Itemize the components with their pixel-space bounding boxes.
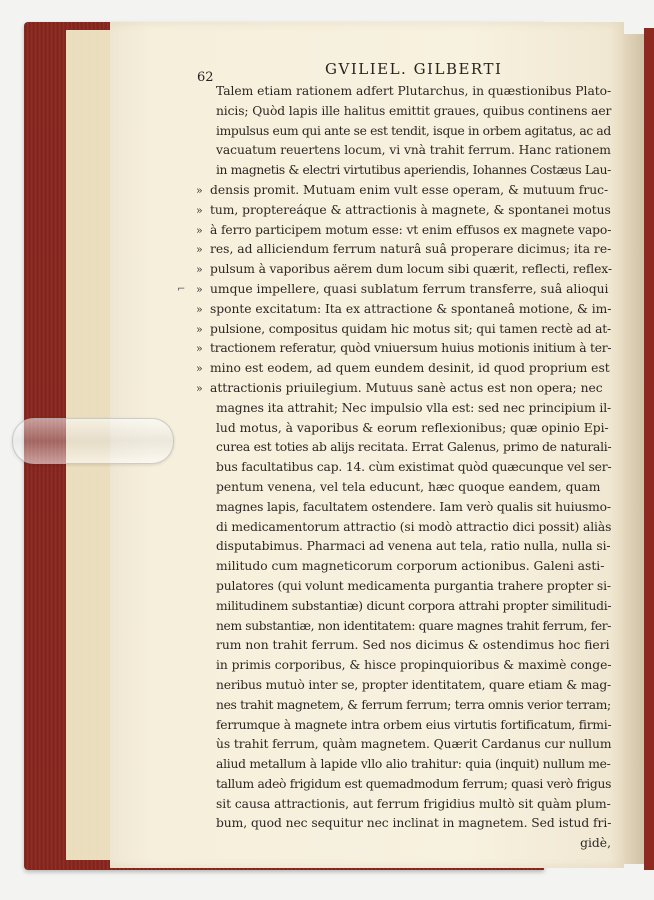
line-text: ùs trahit ferrum, quàm magnetem. Quærit Cardanus cur nullum	[216, 737, 612, 752]
text-line	[216, 161, 611, 181]
text-line	[216, 775, 611, 795]
text-line	[216, 557, 611, 577]
line-text: disputabimus. Pharmaci ad venena aut tela, ratio nulla, nulla si-	[216, 539, 611, 554]
quotation-mark: »	[196, 381, 203, 395]
text-line	[196, 260, 611, 280]
text-line	[216, 676, 611, 696]
line-text: militudinem substantiæ) dicunt corpora attrahi propter similitudi-	[216, 598, 612, 613]
line-text: tallum adeò frigidum est quemadmodum ferrum; quasi verò frigus	[216, 776, 612, 791]
quotation-mark: »	[196, 183, 203, 197]
line-text: sit causa attractionis, aut ferrum frigidius multò sit quàm plum-	[216, 796, 611, 811]
text-line	[216, 696, 611, 716]
text-line	[216, 399, 611, 419]
text-line	[216, 518, 611, 538]
text-line	[196, 320, 611, 340]
text-line	[216, 419, 611, 439]
text-line	[216, 656, 611, 676]
text-line	[216, 458, 611, 478]
line-text: bus facultatibus cap. 14. cùm existimat quòd quæcunque vel ser-	[216, 460, 612, 475]
line-text: curea est toties ab alijs recitata. Errat Galenus, primo de naturali-	[216, 440, 612, 455]
text-line	[196, 240, 611, 260]
text-line	[216, 102, 611, 122]
running-head: GVILIEL. GILBERTI	[325, 60, 503, 78]
text-line	[216, 636, 611, 656]
text-line	[216, 617, 611, 637]
line-text: vacuatum reuertens locum, vi vnà trahit ferrum. Hanc rationem	[216, 143, 611, 158]
line-text: pulsione, compositus quidam hic motus sit; qui tamen rectè ad at-	[210, 321, 612, 336]
line-text: di medicamentorum attractio (si modò attractio dici possit) aliàs	[216, 519, 612, 534]
line-text: sponte excitatum: Ita ex attractione & spontaneâ motione, & im-	[210, 301, 612, 316]
line-text: tractionem referatur, quòd vniuersum huius motionis initium à ter-	[210, 341, 612, 356]
margin-pencil-mark: ⌐	[177, 284, 186, 295]
line-text: res, ad alliciendum ferrum naturâ suâ properare dicimus; ita re-	[210, 242, 612, 257]
line-text: impulsus eum qui ante se est tendit, isque in orbem agitatus, ac ad	[216, 123, 611, 138]
line-text: à ferro participem motum esse: vt enim effusos ex magnete vapo-	[210, 222, 612, 237]
text-line	[196, 181, 611, 201]
text-line	[216, 735, 611, 755]
text-line	[196, 280, 611, 300]
line-text: nem substantiæ, non identitatem: quare magnes trahit ferrum, fer-	[216, 618, 612, 633]
quotation-mark: »	[196, 302, 203, 316]
quotation-mark: »	[196, 243, 203, 257]
text-line	[216, 597, 611, 617]
line-text: bum, quod nec sequitur nec inclinat in magnetem. Sed istud fri-	[216, 816, 612, 831]
text-line	[216, 82, 611, 102]
text-line	[216, 141, 611, 161]
text-line	[216, 716, 611, 736]
line-text: aliud metallum à lapide vllo alio trahitur: quia (inquit) nullum me-	[216, 757, 611, 772]
quotation-mark: »	[196, 223, 203, 237]
line-text: mino est eodem, ad quem eundem desinit, id quod proprium est	[210, 361, 610, 376]
page-number: 62	[197, 70, 214, 85]
line-text: rum non trahit ferrum. Sed nos dicimus & ostendimus hoc fieri	[216, 638, 610, 653]
line-text: ferrumque à magnete intra orbem eius virtutis fortificatum, firmi-	[216, 717, 612, 732]
text-line	[216, 122, 611, 142]
book-cover-right	[644, 28, 654, 870]
text-line	[216, 498, 611, 518]
text-line	[216, 814, 611, 834]
line-text: pentum venena, vel tela educunt, hæc quoque eandem, quam	[216, 479, 601, 494]
text-line	[216, 795, 611, 815]
line-text: pulsum à vaporibus aërem dum locum sibi quærit, reflecti, reflex-	[210, 262, 612, 277]
line-text: densis promit. Mutuam enim vult esse operam, & mutuum fruc-	[210, 182, 609, 197]
line-text: magnes lapis, facultatem ostendere. Iam verò qualis sit huiusmo-	[216, 499, 611, 514]
line-text: militudo cum magneticorum corporum actionibus. Galeni asti-	[216, 559, 605, 574]
line-text: magnes ita attrahit; Nec impulsio vlla est: sed nec principium il-	[216, 400, 612, 415]
line-text: gidè,	[580, 836, 611, 851]
line-text: nes trahit magnetem, & ferrum ferrum; terra omnis verior terram;	[216, 697, 611, 712]
line-text: neribus mutuò inter se, propter identitatem, quare etiam & mag-	[216, 677, 612, 692]
text-line	[196, 221, 611, 241]
line-text: attractionis priuilegium. Mutuus sanè actus est non opera; nec	[210, 380, 603, 395]
quotation-mark: »	[196, 342, 203, 356]
text-line	[216, 438, 611, 458]
line-text: in magnetis & electri virtutibus aperiendis, Iohannes Costæus Lau-	[216, 163, 611, 178]
line-text: Talem etiam rationem adfert Plutarchus, in quæstionibus Plato-	[216, 84, 612, 98]
line-text: in primis corporibus, & hisce propinquioribus & maximè conge-	[216, 658, 612, 673]
line-text: tum, proptereáque & attractionis à magnete, & spontanei motus	[210, 202, 611, 217]
text-line	[216, 834, 611, 854]
quotation-mark: »	[196, 362, 203, 376]
line-text: lud motus, à vaporibus & eorum reflexionibus; quæ opinio Epi-	[216, 420, 609, 435]
body-text	[196, 82, 612, 854]
text-line	[196, 379, 611, 399]
text-line	[216, 537, 611, 557]
text-line	[196, 359, 611, 379]
line-text: nicis; Quòd lapis ille halitus emittit graues, quibus continens aer	[216, 103, 612, 118]
text-line	[216, 755, 611, 775]
quotation-mark: »	[196, 282, 203, 296]
quotation-mark: »	[196, 203, 203, 217]
line-text: umque impellere, quasi sublatum ferrum transferre, suâ alioqui	[210, 281, 609, 296]
text-line	[196, 300, 611, 320]
text-line	[196, 339, 611, 359]
text-line	[216, 478, 611, 498]
text-line	[196, 201, 611, 221]
text-line	[216, 577, 611, 597]
quotation-mark: »	[196, 322, 203, 336]
line-text: pulatores (qui volunt medicamenta purgantia trahere propter si-	[216, 578, 611, 593]
page-clip	[12, 418, 174, 464]
quotation-mark: »	[196, 263, 203, 277]
